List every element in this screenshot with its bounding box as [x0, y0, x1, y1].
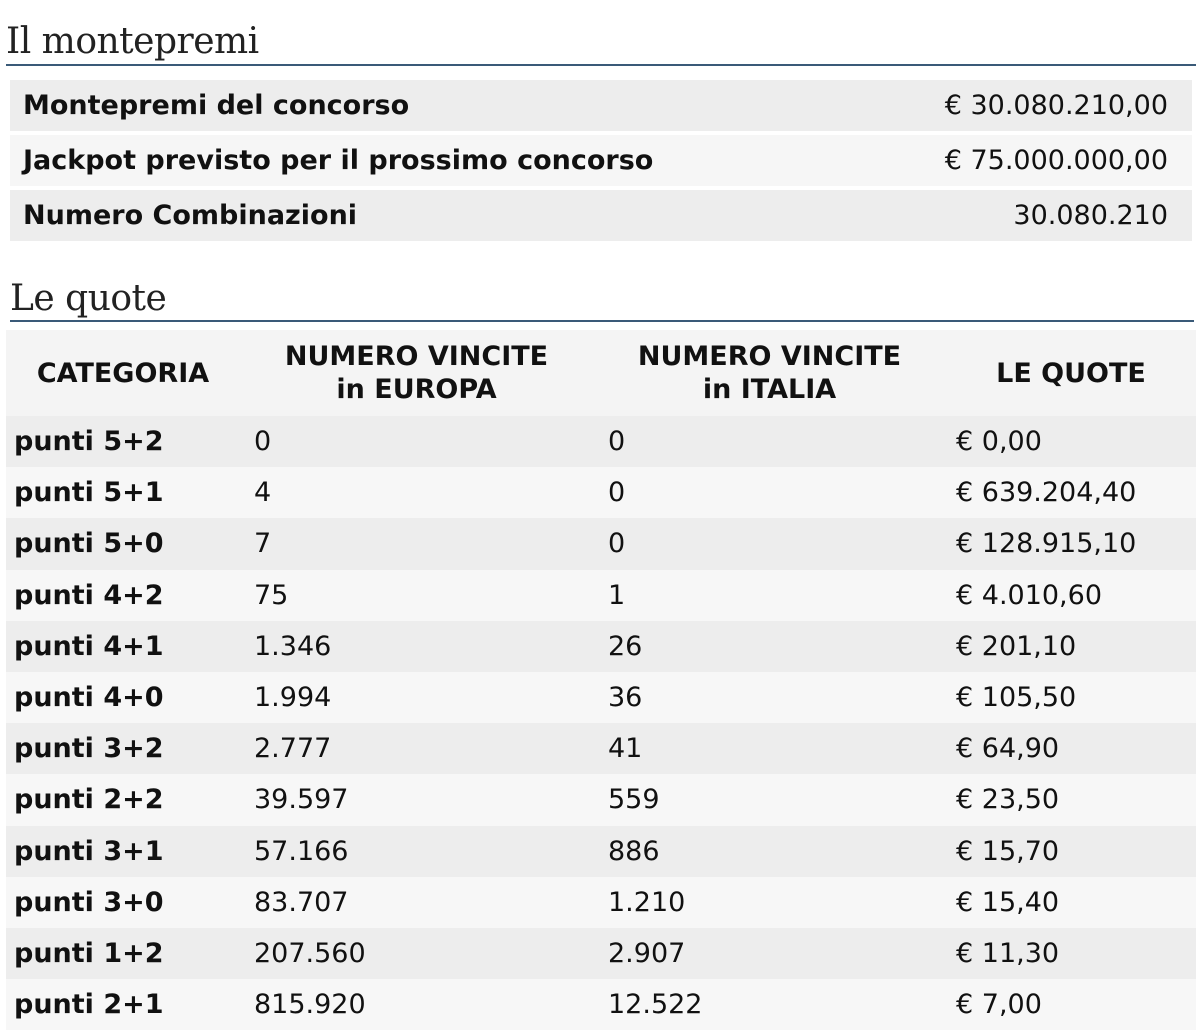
cell-categoria: punti 5+1: [14, 477, 164, 509]
cell-quota: € 0,00: [956, 426, 1042, 458]
cell-categoria: punti 5+2: [14, 426, 164, 458]
cell-quota: € 11,30: [956, 937, 1060, 969]
table-row: [6, 416, 1196, 467]
cell-italia: 1.210: [608, 886, 686, 918]
combinazioni-value: 30.080.210: [1013, 200, 1168, 231]
cell-europa: 207.560: [254, 937, 366, 969]
header-italia-line1: NUMERO VINCITE: [637, 341, 902, 372]
cell-quota: € 201,10: [956, 630, 1077, 662]
cell-italia: 2.907: [608, 937, 686, 969]
montepremi-title: Il montepremi: [6, 21, 259, 62]
cell-europa: 39.597: [254, 784, 349, 816]
cell-europa: 75: [254, 579, 289, 611]
cell-quota: € 15,70: [956, 835, 1060, 867]
cell-italia: 886: [608, 835, 660, 867]
cell-europa: 7: [254, 528, 272, 560]
table-row: [6, 570, 1196, 621]
cell-categoria: punti 4+0: [14, 682, 164, 714]
jackpot-label: Jackpot previsto per il prossimo concorso: [23, 145, 654, 176]
cell-categoria: punti 3+2: [14, 733, 164, 765]
cell-quota: € 64,90: [956, 733, 1060, 765]
quote-title: Le quote: [10, 278, 167, 319]
cell-italia: 0: [608, 426, 626, 458]
combinazioni-label: Numero Combinazioni: [23, 200, 358, 231]
table-row: [6, 672, 1196, 723]
cell-categoria: punti 3+1: [14, 835, 164, 867]
montepremi-table: [10, 80, 1192, 245]
quote-table-header: [6, 330, 1196, 416]
cell-italia: 0: [608, 477, 626, 509]
cell-europa: 815.920: [254, 989, 366, 1021]
montepremi-row: [10, 80, 1192, 131]
cell-europa: 57.166: [254, 835, 349, 867]
cell-europa: 83.707: [254, 886, 349, 918]
cell-quota: € 7,00: [956, 989, 1042, 1021]
table-row: [6, 467, 1196, 518]
table-row: [6, 979, 1196, 1030]
cell-categoria: punti 1+2: [14, 937, 164, 969]
table-row: [6, 621, 1196, 672]
cell-quota: € 128.915,10: [956, 528, 1137, 560]
table-row: [6, 774, 1196, 825]
cell-italia: 559: [608, 784, 660, 816]
cell-categoria: punti 4+1: [14, 630, 164, 662]
cell-quota: € 4.010,60: [956, 579, 1102, 611]
header-categoria: CATEGORIA: [36, 357, 210, 389]
cell-europa: 1.994: [254, 682, 332, 714]
quote-table-body: [6, 416, 1196, 1030]
montepremi-title-rule: [6, 64, 1196, 66]
quote-title-rule: [10, 320, 1194, 322]
header-europa: [240, 340, 593, 406]
cell-italia: 1: [608, 579, 626, 611]
cell-categoria: punti 2+1: [14, 989, 164, 1021]
cell-europa: 1.346: [254, 630, 332, 662]
cell-categoria: punti 4+2: [14, 579, 164, 611]
jackpot-row: [10, 135, 1192, 186]
cell-italia: 12.522: [608, 989, 703, 1021]
header-europa-line1: NUMERO VINCITE: [284, 341, 549, 372]
cell-categoria: punti 5+0: [14, 528, 164, 560]
cell-europa: 2.777: [254, 733, 332, 765]
table-row: [6, 723, 1196, 774]
cell-italia: 26: [608, 630, 643, 662]
cell-quota: € 23,50: [956, 784, 1060, 816]
cell-categoria: punti 3+0: [14, 886, 164, 918]
quote-table: [6, 330, 1196, 1030]
cell-quota: € 15,40: [956, 886, 1060, 918]
cell-italia: 0: [608, 528, 626, 560]
cell-italia: 36: [608, 682, 643, 714]
header-italia: [593, 340, 946, 406]
table-row: [6, 518, 1196, 569]
cell-quota: € 639.204,40: [956, 477, 1137, 509]
cell-europa: 4: [254, 477, 272, 509]
table-row: [6, 877, 1196, 928]
cell-italia: 41: [608, 733, 643, 765]
header-italia-line2: in ITALIA: [702, 374, 837, 405]
combinazioni-row: [10, 190, 1192, 241]
cell-quota: € 105,50: [956, 682, 1077, 714]
jackpot-value: € 75.000.000,00: [944, 145, 1168, 176]
table-row: [6, 928, 1196, 979]
montepremi-value: € 30.080.210,00: [944, 90, 1168, 121]
header-europa-line2: in EUROPA: [336, 374, 497, 405]
cell-europa: 0: [254, 426, 272, 458]
montepremi-label: Montepremi del concorso: [23, 90, 410, 121]
table-row: [6, 826, 1196, 877]
cell-categoria: punti 2+2: [14, 784, 164, 816]
header-quote: LE QUOTE: [996, 357, 1146, 389]
